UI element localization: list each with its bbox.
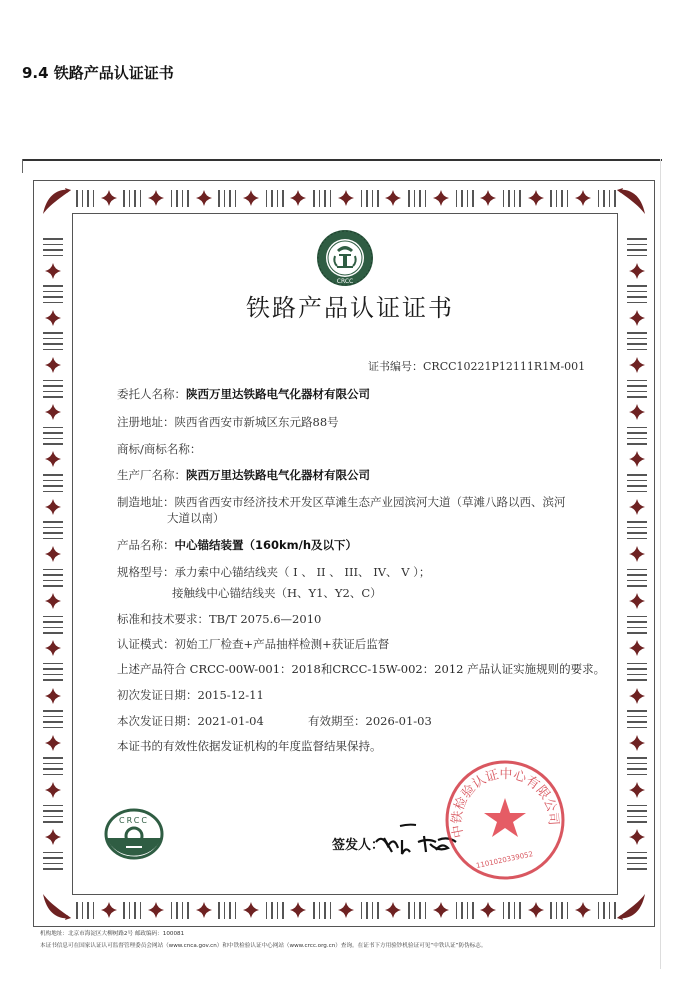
border-band-right bbox=[622, 238, 652, 870]
field-valid-until: 有效期至：2026-01-03 bbox=[308, 714, 432, 728]
svg-text:中铁检验认证中心有限公司: 中铁检验认证中心有限公司 bbox=[449, 767, 561, 840]
diamond-ornament-icon bbox=[289, 189, 307, 207]
line-ornament bbox=[361, 902, 379, 919]
line-ornament bbox=[627, 616, 647, 634]
diamond-ornament-icon bbox=[628, 450, 646, 468]
line-ornament bbox=[627, 757, 647, 775]
field-certification-mode: 认证模式：初始工厂检查+产品抽样检测+获证后监督 bbox=[117, 637, 390, 651]
line-ornament bbox=[550, 902, 568, 919]
line-ornament bbox=[627, 474, 647, 492]
diamond-ornament-icon bbox=[44, 639, 62, 657]
diamond-ornament-icon bbox=[44, 545, 62, 563]
diamond-ornament-icon bbox=[195, 189, 213, 207]
line-ornament bbox=[43, 663, 63, 681]
diamond-ornament-icon bbox=[44, 450, 62, 468]
corner-flourish-icon bbox=[37, 184, 73, 220]
line-ornament bbox=[361, 190, 379, 207]
line-ornament bbox=[627, 663, 647, 681]
line-ornament bbox=[218, 902, 236, 919]
diamond-ornament-icon bbox=[384, 189, 402, 207]
field-trademark: 商标/商标名称： bbox=[117, 442, 202, 456]
diamond-ornament-icon bbox=[628, 734, 646, 752]
line-ornament bbox=[627, 380, 647, 398]
line-ornament bbox=[43, 380, 63, 398]
diamond-ornament-icon bbox=[44, 687, 62, 705]
field-registered-address: 注册地址：陕西省西安市新城区东元路88号 bbox=[117, 415, 339, 429]
line-ornament bbox=[627, 805, 647, 823]
diamond-ornament-icon bbox=[44, 592, 62, 610]
scan-edge-left bbox=[22, 159, 23, 173]
line-ornament bbox=[627, 427, 647, 445]
line-ornament bbox=[171, 190, 189, 207]
diamond-ornament-icon bbox=[242, 901, 260, 919]
line-ornament bbox=[76, 190, 94, 207]
field-specification-model: 规格型号：承力索中心锚结线夹（ I 、 II 、 III、 IV、 V ）； bbox=[117, 565, 431, 579]
line-ornament bbox=[266, 190, 284, 207]
diamond-ornament-icon bbox=[628, 403, 646, 421]
diamond-ornament-icon bbox=[527, 901, 545, 919]
line-ornament bbox=[123, 902, 141, 919]
line-ornament bbox=[43, 616, 63, 634]
diamond-ornament-icon bbox=[574, 901, 592, 919]
diamond-ornament-icon bbox=[100, 901, 118, 919]
line-ornament bbox=[627, 238, 647, 256]
line-ornament bbox=[43, 474, 63, 492]
compliance-statement: 上述产品符合 CRCC-00W-001：2018和CRCC-15W-002：2012 产品认证实施规则的要求。 bbox=[117, 662, 606, 676]
svg-text:CRCC: CRCC bbox=[119, 816, 149, 825]
diamond-ornament-icon bbox=[289, 901, 307, 919]
line-ornament bbox=[627, 852, 647, 870]
line-ornament bbox=[627, 521, 647, 539]
scan-edge-top bbox=[22, 159, 662, 161]
line-ornament bbox=[456, 190, 474, 207]
diamond-ornament-icon bbox=[432, 189, 450, 207]
border-band-top bbox=[76, 186, 616, 210]
line-ornament bbox=[123, 190, 141, 207]
diamond-ornament-icon bbox=[44, 498, 62, 516]
field-client-name: 委托人名称：陕西万里达铁路电气化器材有限公司 bbox=[117, 387, 370, 401]
line-ornament bbox=[43, 521, 63, 539]
field-manufacturer-name: 生产厂名称：陕西万里达铁路电气化器材有限公司 bbox=[117, 468, 370, 482]
diamond-ornament-icon bbox=[44, 356, 62, 374]
footer-verification: 本证书信息可在国家认证认可监督管理委员会网站（www.cnca.gov.cn）和中铁检验认证中心网站（www.crcc.org.cn）查询。在证书下方用验钞机验证可见“中铁认证”防伪标志。 bbox=[40, 943, 487, 949]
diamond-ornament-icon bbox=[628, 828, 646, 846]
certificate-title: 铁路产品认证证书 bbox=[246, 294, 454, 322]
line-ornament bbox=[503, 902, 521, 919]
line-ornament bbox=[43, 757, 63, 775]
line-ornament bbox=[598, 190, 616, 207]
line-ornament bbox=[313, 902, 331, 919]
field-specification-model-cont: 接触线中心锚结线夹（H、Y1、Y2、C） bbox=[172, 586, 382, 600]
diamond-ornament-icon bbox=[100, 189, 118, 207]
line-ornament bbox=[171, 902, 189, 919]
diamond-ornament-icon bbox=[628, 781, 646, 799]
diamond-ornament-icon bbox=[628, 545, 646, 563]
scan-edge-right bbox=[660, 159, 661, 969]
diamond-ornament-icon bbox=[147, 189, 165, 207]
diamond-ornament-icon bbox=[628, 639, 646, 657]
diamond-ornament-icon bbox=[628, 262, 646, 280]
line-ornament bbox=[266, 902, 284, 919]
corner-flourish-icon bbox=[615, 888, 651, 924]
diamond-ornament-icon bbox=[574, 189, 592, 207]
section-heading: 9.4 铁路产品认证证书 bbox=[22, 64, 174, 82]
line-ornament bbox=[43, 238, 63, 256]
validity-note: 本证书的有效性依据发证机构的年度监督结果保持。 bbox=[117, 739, 382, 753]
field-product-name: 产品名称：中心锚结装置（160km/h及以下） bbox=[117, 538, 358, 552]
line-ornament bbox=[456, 902, 474, 919]
red-seal-icon bbox=[443, 758, 567, 882]
line-ornament bbox=[43, 332, 63, 350]
border-band-bottom bbox=[76, 898, 616, 922]
line-ornament bbox=[408, 902, 426, 919]
corner-flourish-icon bbox=[37, 888, 73, 924]
line-ornament bbox=[43, 569, 63, 587]
field-manufacturing-address: 制造地址：陕西省西安市经济技术开发区草滩生态产业园滨河大道（草滩八路以西、滨河 大道以南） bbox=[117, 495, 566, 525]
certificate-number bbox=[368, 358, 585, 374]
diamond-ornament-icon bbox=[479, 189, 497, 207]
line-ornament bbox=[313, 190, 331, 207]
line-ornament bbox=[43, 852, 63, 870]
diamond-ornament-icon bbox=[628, 498, 646, 516]
signer-label: 签发人： bbox=[332, 838, 385, 853]
svg-text:1101020339052: 1101020339052 bbox=[475, 850, 534, 870]
diamond-ornament-icon bbox=[242, 189, 260, 207]
diamond-ornament-icon bbox=[432, 901, 450, 919]
field-first-issue-date: 初次发证日期：2015-12-11 bbox=[117, 688, 264, 702]
diamond-ornament-icon bbox=[44, 403, 62, 421]
line-ornament bbox=[43, 427, 63, 445]
line-ornament bbox=[598, 902, 616, 919]
field-standard: 标准和技术要求：TB/T 2075.6—2010 bbox=[117, 612, 322, 626]
diamond-ornament-icon bbox=[527, 189, 545, 207]
line-ornament bbox=[76, 902, 94, 919]
diamond-ornament-icon bbox=[337, 901, 355, 919]
diamond-ornament-icon bbox=[44, 828, 62, 846]
line-ornament bbox=[627, 332, 647, 350]
footer-address: 机构地址：北京市海淀区大柳树路2号 邮政编码：100081 bbox=[40, 931, 185, 937]
diamond-ornament-icon bbox=[479, 901, 497, 919]
line-ornament bbox=[503, 190, 521, 207]
diamond-ornament-icon bbox=[44, 781, 62, 799]
diamond-ornament-icon bbox=[195, 901, 213, 919]
svg-text:CRCC: CRCC bbox=[336, 278, 354, 285]
line-ornament bbox=[43, 805, 63, 823]
diamond-ornament-icon bbox=[628, 687, 646, 705]
line-ornament bbox=[43, 710, 63, 728]
diamond-ornament-icon bbox=[384, 901, 402, 919]
diamond-ornament-icon bbox=[147, 901, 165, 919]
corner-flourish-icon bbox=[615, 184, 651, 220]
line-ornament bbox=[550, 190, 568, 207]
border-band-left bbox=[38, 238, 68, 870]
diamond-ornament-icon bbox=[337, 189, 355, 207]
crcc-emblem-icon bbox=[315, 228, 375, 288]
diamond-ornament-icon bbox=[44, 734, 62, 752]
field-current-issue-date: 本次发证日期：2021-01-04 bbox=[117, 714, 264, 728]
line-ornament bbox=[627, 710, 647, 728]
certificate-number-label: 证书编号： bbox=[368, 360, 423, 373]
line-ornament bbox=[627, 569, 647, 587]
certificate-number-value: CRCC10221P12111R1M-001 bbox=[423, 360, 586, 373]
diamond-ornament-icon bbox=[628, 592, 646, 610]
line-ornament bbox=[218, 190, 236, 207]
diamond-ornament-icon bbox=[628, 356, 646, 374]
diamond-ornament-icon bbox=[44, 262, 62, 280]
line-ornament bbox=[408, 190, 426, 207]
crcc-railway-emblem-icon bbox=[104, 808, 164, 860]
